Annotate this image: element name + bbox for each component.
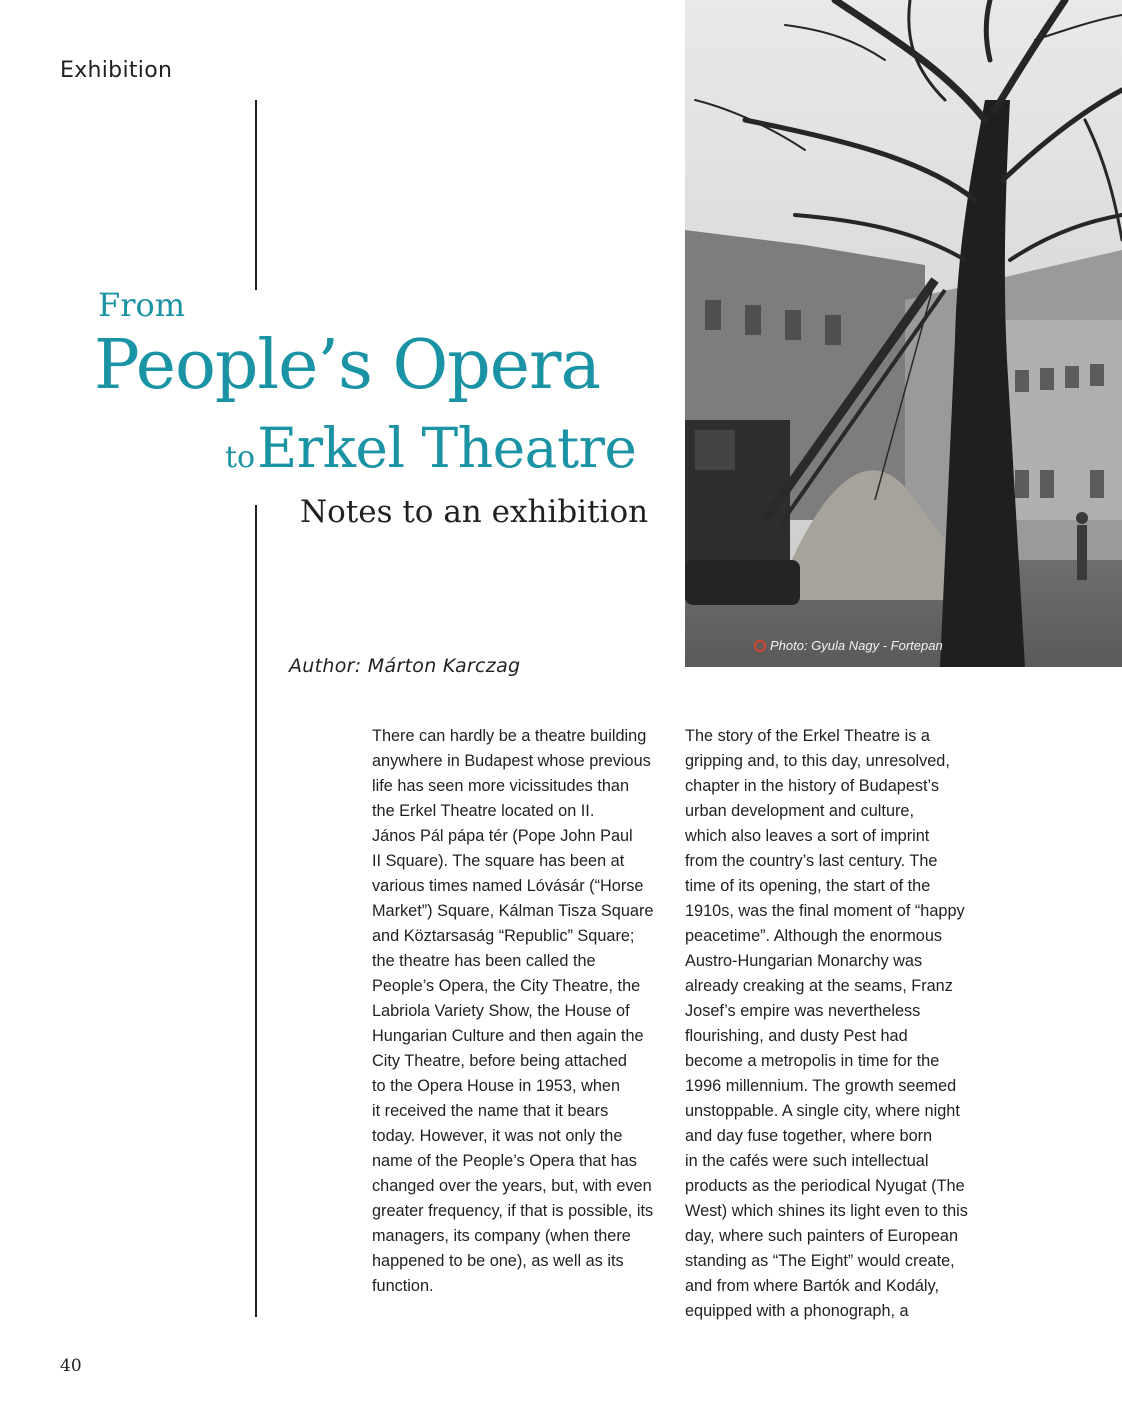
title-destination: Erkel Theatre <box>257 416 637 480</box>
text-line: II Square). The square has been at <box>372 852 625 870</box>
text-line: anywhere in Budapest whose previous <box>372 752 651 770</box>
text-line: There can hardly be a theatre building <box>372 727 647 745</box>
text-line: products as the periodical Nyugat (The <box>685 1177 965 1195</box>
text-line: Josef’s empire was nevertheless <box>685 1002 921 1020</box>
text-line: which also leaves a sort of imprint <box>685 827 930 845</box>
title-from: From <box>98 286 186 324</box>
text-line: changed over the years, but, with even <box>372 1177 652 1195</box>
title-to: to <box>225 440 256 475</box>
text-line: life has seen more vicissitudes than <box>372 777 630 795</box>
text-line: time of its opening, the start of the <box>685 877 931 895</box>
body-column-left <box>372 724 653 1299</box>
page-number: 40 <box>60 1356 82 1376</box>
text-line: Hungarian Culture and then again the <box>372 1027 644 1045</box>
text-line: various times named Lóvásár (“Horse <box>372 877 644 895</box>
text-line: chapter in the history of Budapest’s <box>685 777 940 795</box>
text-line: Austro-Hungarian Monarchy was <box>685 952 923 970</box>
text-line: West) which shines its light even to this <box>685 1202 968 1220</box>
vertical-rule-bottom <box>255 505 257 1317</box>
text-line: flourishing, and dusty Pest had <box>685 1027 908 1045</box>
author-byline: Author: Márton Karczag <box>289 655 521 677</box>
text-line: and from where Bartók and Kodály, <box>685 1277 940 1295</box>
text-line: it received the name that it bears <box>372 1102 609 1120</box>
text-line: Labriola Variety Show, the House of <box>372 1002 630 1020</box>
text-line: and day fuse together, where born <box>685 1127 933 1145</box>
text-line: happened to be one), as well as its <box>372 1252 624 1270</box>
credit-circle-icon <box>754 640 766 652</box>
subtitle: Notes to an exhibition <box>300 494 649 530</box>
text-line: equipped with a phonograph, a <box>685 1302 909 1320</box>
text-line: People’s Opera, the City Theatre, the <box>372 977 641 995</box>
body-column-right <box>685 724 968 1324</box>
text-line: 1996 millennium. The growth seemed <box>685 1077 957 1095</box>
text-line: day, where such painters of European <box>685 1227 959 1245</box>
text-line: greater frequency, if that is possible, its <box>372 1202 654 1220</box>
text-line: Market”) Square, Kálman Tisza Square <box>372 902 654 920</box>
text-line: gripping and, to this day, unresolved, <box>685 752 950 770</box>
photo-credit-text: Photo: Gyula Nagy - Fortepan <box>770 638 943 653</box>
photo-credit <box>754 638 943 653</box>
text-line: János Pál pápa tér (Pope John Paul <box>372 827 633 845</box>
text-line: name of the People’s Opera that has <box>372 1152 637 1170</box>
section-label: Exhibition <box>60 58 173 83</box>
title-main: People’s Opera <box>94 326 601 405</box>
text-line: City Theatre, before being attached <box>372 1052 627 1070</box>
text-line: unstoppable. A single city, where night <box>685 1102 960 1120</box>
text-line: urban development and culture, <box>685 802 914 820</box>
text-line: standing as “The Eight” would create, <box>685 1252 955 1270</box>
text-line: the theatre has been called the <box>372 952 596 970</box>
text-line: peacetime”. Although the enormous <box>685 927 943 945</box>
text-line: function. <box>372 1277 434 1295</box>
text-line: from the country’s last century. The <box>685 852 938 870</box>
text-line: to the Opera House in 1953, when <box>372 1077 621 1095</box>
text-line: already creaking at the seams, Franz <box>685 977 953 995</box>
text-line: the Erkel Theatre located on II. <box>372 802 595 820</box>
vertical-rule-top <box>255 100 257 290</box>
text-line: become a metropolis in time for the <box>685 1052 940 1070</box>
text-line: The story of the Erkel Theatre is a <box>685 727 930 745</box>
text-line: and Köztarsaság “Republic” Square; <box>372 927 635 945</box>
text-line: 1910s, was the final moment of “happy <box>685 902 965 920</box>
title-destination-line <box>225 416 636 480</box>
text-line: managers, its company (when there <box>372 1227 631 1245</box>
text-line: today. However, it was not only the <box>372 1127 623 1145</box>
text-line: in the cafés were such intellectual <box>685 1152 929 1170</box>
archival-photo <box>685 0 1122 667</box>
photo-illustration <box>685 0 1122 667</box>
